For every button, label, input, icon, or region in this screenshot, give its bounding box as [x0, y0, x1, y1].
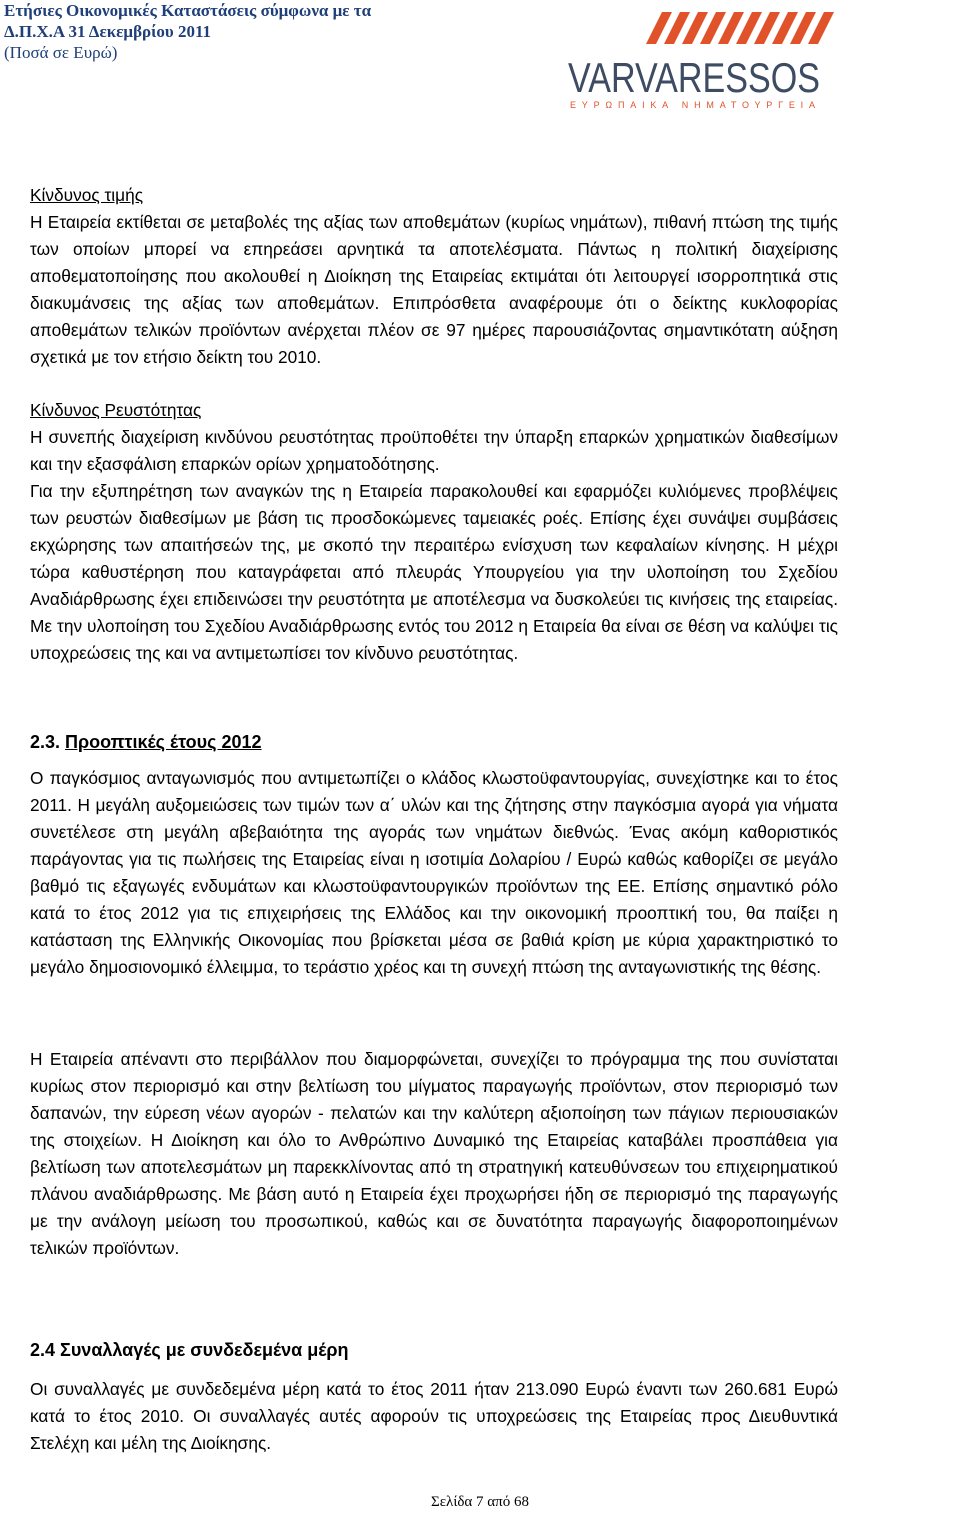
header-title-line-1: Ετήσιες Οικονομικές Καταστάσεις σύμφωνα με τα [4, 1, 372, 20]
liquidity-risk-para-1: Η συνεπής διαχείριση κινδύνου ρευστότητας προϋποθέτει την ύπαρξη επαρκών χρηματικών διαθεσίμων και την εξασφάλιση επαρκών ορίων χρηματοδότησης. [30, 427, 838, 474]
header-title-line-2: Δ.Π.Χ.Α 31 Δεκεμβρίου 2011 [4, 22, 212, 41]
varvaressos-logo [566, 8, 836, 112]
logo-tagline: ΕΥΡΩΠΑΙΚΑ ΝΗΜΑΤΟΥΡΓΕΙΑ [570, 100, 818, 110]
logo-wordmark: VARVARESSOS [568, 54, 820, 101]
related-parties-section [30, 1376, 838, 1457]
document-header-title [4, 0, 371, 63]
related-parties-body: Οι συναλλαγές με συνδεδεμένα μέρη κατά το έτος 2011 ήταν 213.090 Ευρώ έναντι των 260.681 Ευρώ κατά το έτος 2010. Οι συναλλαγές αυτές αφορούν τις υποχρεώσεις της Εταιρείας προς Διευθυντικά Στελέχη και μέλη της Διοίκησης. [30, 1379, 838, 1453]
price-risk-body: Η Εταιρεία εκτίθεται σε μεταβολές της αξίας των αποθεμάτων (κυρίως νημάτων), πιθανή πτώση της τιμής των οποίων μπορεί να επηρεάσει αρνητικά τα αποτελέσματα. Πάντως η πολιτική διαχείρισης αποθεματοποίησης που ακολουθεί η Διοίκηση της Εταιρείας εκτιμάται ότι λειτουργεί ισορροπητικά στις διακυμάνσεις της αξίας των αποθεμάτων. Επιπρόσθετα αναφέρουμε ότι ο δείκτης κυκλοφορίας αποθεμάτων τελικών προϊόντων ανέρχεται πλέον σε 97 ημέρες παρουσιάζοντας σημαντικότατη αύξηση σχετικά με τον ετήσιο δείκτη του 2010. [30, 212, 838, 367]
liquidity-risk-section [30, 397, 838, 667]
section-heading-prospects: 2.3. Προοπτικές έτους 2012 [30, 732, 262, 752]
price-risk-heading: Κίνδυνος τιμής [30, 185, 144, 205]
header-title-line-3: (Ποσά σε Ευρώ) [4, 43, 118, 62]
liquidity-risk-heading: Κίνδυνος Ρευστότητας [30, 400, 202, 420]
liquidity-risk-para-2: Για την εξυπηρέτηση των αναγκών της η Εταιρεία παρακολουθεί και εφαρμόζει κυλιόμενες προβλέψεις των ρευστών διαθεσίμων με βάση τις προσδοκώμενες ταμειακές ροές. Επίσης έχει συνάψει συμβάσεις εκχώρησης των απαιτήσεών της, με σκοπό την περαιτέρω ενίσχυση των κεφαλαίων κίνησης. Η μέχρι τώρα καθυστέρηση που καταγράφεται από πλευράς Υπουργείου για την υλοποίηση του Σχεδίου Αναδιάρθρωσης έχει επιδεινώσει την ρευστότητα με αποτέλεσμα να δυσκολεύει τις κινήσεις της εταιρείας. Με την υλοποίηση του Σχεδίου Αναδιάρθρωσης εντός του 2012 η Εταιρεία θα είναι σε θέση να καλύψει τις υποχρεώσεις της και να αντιμετωπίσει τον κίνδυνο ρευστότητας. [30, 481, 838, 663]
page-number: Σελίδα 7 από 68 [431, 1494, 529, 1510]
prospects-para-1: Ο παγκόσμιος ανταγωνισμός που αντιμετωπίζει ο κλάδος κλωστοϋφαντουργίας, συνεχίστηκε και το έτος 2011. Η μεγάλη αυξομειώσεις των τιμών των α΄ υλών και της ζήτησης στην παγκόσμια αγορά για νήματα συνετέλεσε στη μεγάλη αβεβαιότητα της αγοράς των νημάτων διεθνώς. Ένας ακόμη καθοριστικός παράγοντας για τις πωλήσεις της Εταιρείας είναι η ισοτιμία Δολαρίου / Ευρώ καθώς καθορίζει σε μεγάλο βαθμό τις εξαγωγές ενδυμάτων και κλωστοϋφαντουργικών προϊόντων της ΕΕ. Επίσης σημαντικό ρόλο κατά το έτος 2012 για τις επιχειρήσεις της Ελλάδος και την οικονομική προοπτική του, θα παίξει η κατάσταση της Ελληνικής Οικονομίας που βρίσκεται μέσα σε βαθιά κρίση με κύρια χαρακτηριστικό το μεγάλο δημοσιονομικό έλλειμμα, το τεράστιο χρέος και τη συνεχή πτώση της ανταγωνιστικής της θέσης. [30, 768, 838, 977]
prospects-section [30, 765, 838, 981]
section-heading-related-parties: 2.4 Συναλλαγές με συνδεδεμένα μέρη [30, 1340, 349, 1360]
logo-stripes-icon [646, 12, 834, 44]
prospects-section-2 [30, 1046, 838, 1262]
prospects-para-2: Η Εταιρεία απέναντι στο περιβάλλον που διαμορφώνεται, συνεχίζει το πρόγραμμα της που συνίσταται κυρίως στον περιορισμό και στην βελτίωση του μίγματος παραγωγής προϊόντων, στον περιορισμό των δαπανών, την εύρεση νέων αγορών - πελατών και την καλύτερη αξιοποίηση των πάγιων περιουσιακών της στοιχείων. Η Διοίκηση και όλο το Ανθρώπινο Δυναμικό της Εταιρείας καταβάλει προσπάθεια για βελτίωση των αποτελεσμάτων μη παρεκκλίνοντας από τη στρατηγική κατευθύνσεων του επιχειρηματικού πλάνου αναδιάρθρωσης. Με βάση αυτό η Εταιρεία έχει προχωρήσει ήδη σε περιορισμό της παραγωγής με την ανάλογη μείωση του προσωπικού, καθώς και σε δυνατότητα παραγωγής διαφοροποιημένων τελικών προϊόντων. [30, 1049, 838, 1258]
price-risk-section [30, 182, 838, 371]
